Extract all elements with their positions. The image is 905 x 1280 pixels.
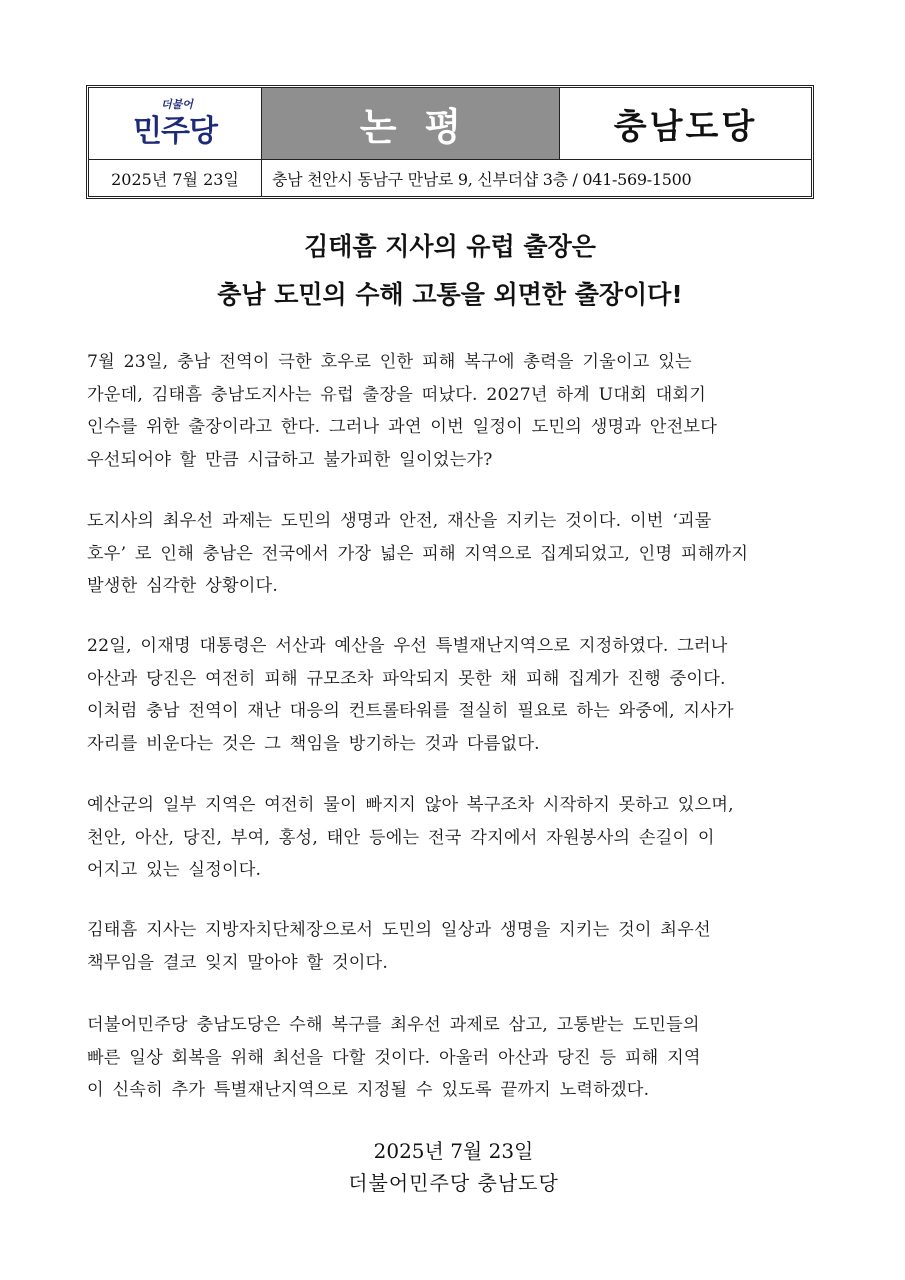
body-paragraph-6 <box>87 1009 822 1107</box>
paragraph-line: 7월 23일, 충남 전역이 극한 호우로 인한 피해 복구에 총력을 기울이고 있는 <box>87 352 692 372</box>
paragraph-line: 우선되어야 할 만큼 시급하고 불가피한 일이었는가? <box>87 449 493 470</box>
body-paragraph-3 <box>87 630 822 760</box>
body-paragraph-5 <box>87 914 822 979</box>
logo-small-text: 더불어 <box>161 98 193 111</box>
headline-line-2: 충남 도민의 수해 고통을 외면한 출장이다! <box>217 280 683 309</box>
header-address: 충남 천안시 동남구 만남로 9, 신부더샵 3층 / 041-569-1500 <box>272 169 692 189</box>
paragraph-line: 가운데, 김태흠 충남도지사는 유럽 출장을 떠났다. 2027년 하계 U대회 대회기 <box>87 384 707 405</box>
paragraph-line: 도지사의 최우선 과제는 도민의 생명과 안전, 재산을 지키는 것이다. 이번 ‘괴물 <box>87 511 712 531</box>
paragraph-line: 호우’ 로 인해 충남은 전국에서 가장 넓은 피해 지역으로 집계되었고, 인명 피해까지 <box>87 543 749 564</box>
paragraph-line: 발생한 심각한 상황이다. <box>87 576 279 596</box>
paragraph-line: 인수를 위한 출장이라고 한다. 그러나 과연 이번 일정이 도민의 생명과 안전보다 <box>87 417 718 437</box>
header-info-row <box>89 160 811 196</box>
closing-date: 2025년 7월 23일 <box>373 1139 534 1163</box>
logo-main-text: 민주당 <box>133 114 217 149</box>
paragraph-line: 책무임을 결코 잊지 말아야 할 것이다. <box>87 952 389 973</box>
party-logo <box>89 88 262 159</box>
doc-type-title: 논평 <box>359 105 490 149</box>
paragraph-line: 빠른 일상 회복을 위해 최선을 다할 것이다. 아울러 아산과 당진 등 피해 지역 <box>87 1047 701 1068</box>
body-paragraph-1 <box>87 346 822 476</box>
body-paragraph-2 <box>87 505 822 603</box>
header-top-row <box>89 88 811 160</box>
header-box <box>86 85 814 199</box>
doc-type-cell <box>262 88 560 159</box>
paragraph-line: 자리를 비운다는 것은 그 책임을 방기하는 것과 다름없다. <box>87 733 540 754</box>
party-branch-name: 충남도당 <box>613 107 758 147</box>
paragraph-line: 어지고 있는 실정이다. <box>87 860 262 880</box>
headline-line-1: 김태흠 지사의 유럽 출장은 <box>304 232 596 261</box>
paragraph-line: 더불어민주당 충남도당은 수해 복구를 최우선 과제로 삼고, 고통받는 도민들의 <box>87 1015 700 1035</box>
party-branch-cell <box>560 88 811 159</box>
body-paragraph-4 <box>87 789 822 887</box>
paragraph-line: 이 신속히 추가 특별재난지역으로 지정될 수 있도록 끝까지 노력하겠다. <box>87 1080 650 1100</box>
paragraph-line: 이처럼 충남 전역이 재난 대응의 컨트롤타워를 절실히 필요로 하는 와중에, 지사가 <box>87 701 734 721</box>
paragraph-line: 예산군의 일부 지역은 여전히 물이 빠지지 않아 복구조차 시작하지 못하고 있으며, <box>87 795 734 815</box>
paragraph-line: 천안, 아산, 당진, 부여, 홍성, 태안 등에는 전국 각지에서 자원봉사의 손길이 이 <box>87 827 715 848</box>
paragraph-line: 22일, 이재명 대통령은 서산과 예산을 우선 특별재난지역으로 지정하였다. 그러나 <box>87 636 728 656</box>
paragraph-line: 아산과 당진은 여전히 피해 규모조차 파악되지 못한 채 피해 집계가 진행 중이다. <box>87 668 726 689</box>
header-date: 2025년 7월 23일 <box>89 160 262 196</box>
closing-organization: 더불어민주당 충남도당 <box>348 1171 559 1195</box>
paragraph-line: 김태흠 지사는 지방자치단체장으로서 도민의 일상과 생명을 지키는 것이 최우선 <box>87 920 711 940</box>
